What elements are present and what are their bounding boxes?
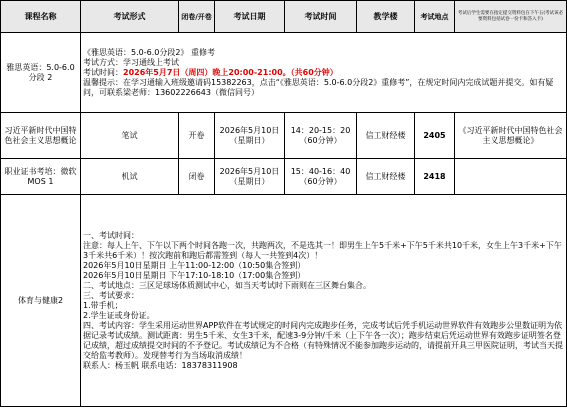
detail-line: 2.学生证或身份证。	[83, 310, 155, 320]
exam-time-highlight: 2026年5月7日（周四）晚上20:00-21:00。（共60分钟）	[123, 67, 338, 77]
header-note: 考试后学生需要在指定提交资料包在下午五(考试该必要资料包括试卷一份卡和答入卡)	[455, 1, 567, 33]
header-closed-open: 闭卷/开卷	[179, 1, 215, 33]
exam-form-cell: 笔试	[81, 113, 179, 159]
header-location: 考试地点	[415, 1, 455, 33]
detail-line: 2026年5月10日星期日 下午17:10-18:10（17:00集合签到）	[83, 270, 306, 280]
course-name-cell: 职业证书考培：微软MOS 1	[1, 159, 81, 195]
detail-line: 四、考试内容：学生采用运动世界APP软件在考试规定的时间内完成跑步任务，完成考试后凭手机运动世界软件有效跑步公里数证明为依据记录考试成绩。测试距离：男生5千米、女生3千米，配速3-9分钟/千米（上下午各一次）；跑步结束后凭运动世界有效跑步证明签名登记成绩，超过成绩提交时间的不予登记。考试成绩记为不合格（有特殊情况不能参加跑步运动的，请提前开具三甲医院证明，考试当天提交给监考教师）。发现替考行为当场取消成绩！	[83, 320, 563, 360]
room-cell: 2418	[415, 159, 455, 195]
header-row	[1, 1, 567, 33]
exam-time-cell: 14：20-15：20（60分钟）	[285, 113, 357, 159]
detail-line: 《雅思英语：5.0-6.0分段2》 重修考	[83, 47, 215, 57]
building-cell: 信工财经楼	[357, 113, 415, 159]
table-row	[1, 113, 567, 159]
table-row	[1, 33, 567, 113]
detail-line: 考试方式：学习通线上考试	[83, 57, 179, 67]
header-course-name: 课程名称	[1, 1, 81, 33]
detail-line: 考试时间：	[83, 67, 123, 77]
detail-line: 1.带手机；	[83, 300, 123, 310]
header-building: 教学楼	[357, 1, 415, 33]
closed-open-cell: 开卷	[179, 113, 215, 159]
closed-open-cell: 闭卷	[179, 159, 215, 195]
note-cell: 《习近平新时代中国特色社会主义思想概论》	[455, 113, 567, 159]
detail-line: 注意：每人上午、下午以下两个时间各跑一次，共跑两次，不是选其一！即男生上午5千米+下午5千米共10千米，女生上午3千米+下午3千米共6千米）！按次跑前和跑后都需签到（每人一共签到4次）！	[83, 240, 562, 260]
detail-line: 温馨提示：在学习通输入班级邀请码15382263，点击“《雅思英语：5.0-6.0分段2》重修考”，在规定时间内完成试题并提交。如有疑问，可联系梁老师：13602226643（微信同号）	[83, 77, 554, 97]
course-name-cell: 体育与健康2	[1, 195, 81, 407]
course-detail-cell	[81, 33, 567, 113]
detail-line: 联系人：杨玉帆 联系电话：18378311908	[83, 360, 238, 370]
table-row	[1, 195, 567, 407]
exam-date-cell: 2026年5月10日（星期日）	[215, 113, 285, 159]
detail-line: 三、考试要求：	[83, 290, 139, 300]
building-cell: 信工财经楼	[357, 159, 415, 195]
exam-time-cell: 15：40-16：40（60分钟）	[285, 159, 357, 195]
course-name-cell: 雅思英语：5.0-6.0分段 2	[1, 33, 81, 113]
header-exam-form: 考试形式	[81, 1, 179, 33]
detail-line: 二、考试地点：三区足球场体质测试中心，如当天考试时下雨则在三区舞台集合。	[83, 280, 371, 290]
course-name-cell: 习近平新时代中国特色社会主义思想概论	[1, 113, 81, 159]
room-cell: 2405	[415, 113, 455, 159]
course-detail-cell	[81, 195, 567, 407]
exam-form-cell: 机试	[81, 159, 179, 195]
header-exam-date: 考试日期	[215, 1, 285, 33]
detail-line: 2026年5月10日星期日 上午11:00-12:00（10:50集合签到）	[83, 260, 306, 270]
header-exam-time: 考试时间	[285, 1, 357, 33]
table-row	[1, 159, 567, 195]
exam-date-cell: 2026年5月10日（星期日）	[215, 159, 285, 195]
note-cell	[455, 159, 567, 195]
detail-line: 一、考试时间：	[83, 230, 139, 240]
